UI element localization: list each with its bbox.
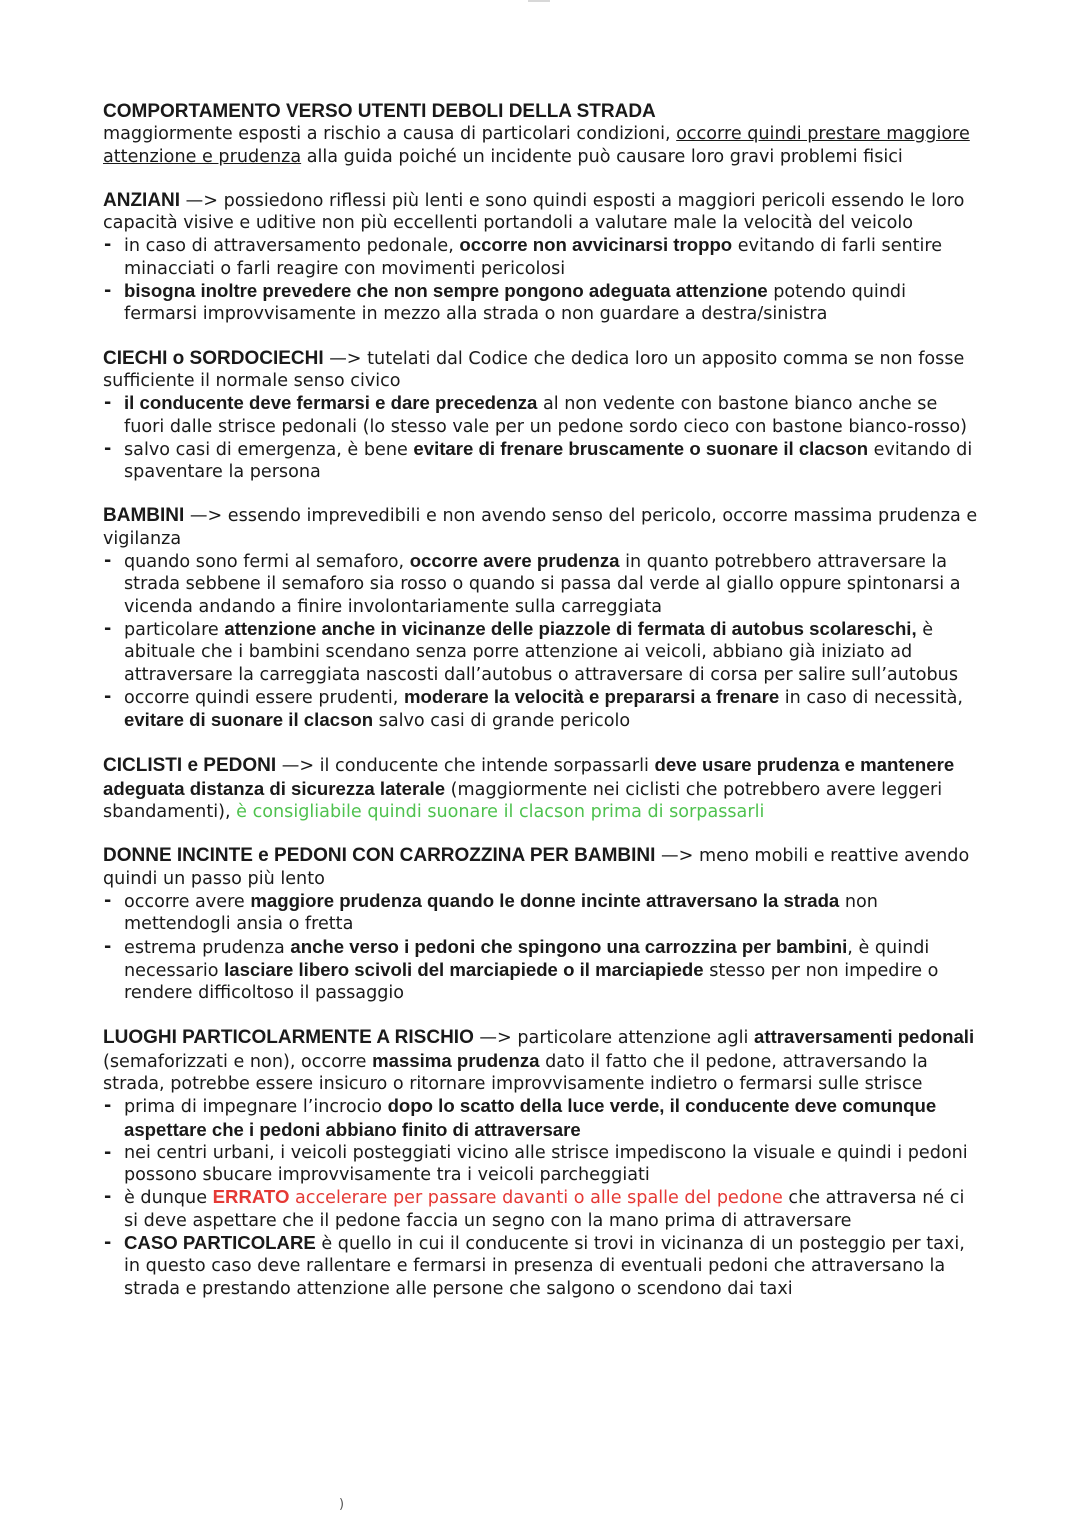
list-item xyxy=(103,618,983,686)
section-heading: LUOGHI PARTICOLARMENTE A RISCHIO xyxy=(103,1027,474,1049)
red-text: accelerare per passare davanti o alle spalle del pedone xyxy=(289,1188,783,1209)
section-ciclisti xyxy=(103,754,983,823)
paragraph xyxy=(103,1026,983,1095)
text: quando sono fermi al semaforo, xyxy=(124,552,410,573)
paragraph xyxy=(103,190,983,235)
bold-text: dopo lo scatto della luce verde, il conducente deve comunque aspettare che i pedoni abbiano finito di attraversare xyxy=(124,1095,937,1140)
text: —> tutelati dal Codice che dedica loro un apposito comma se non fosse sufficiente il normale senso civico xyxy=(103,348,965,391)
section-heading: CIECHI o SORDOCIECHI xyxy=(103,347,324,369)
text: in caso di attraversamento pedonale, xyxy=(124,236,460,257)
bullet-list xyxy=(103,234,983,325)
section-anziani xyxy=(103,190,983,326)
bold-text: attraversamenti pedonali xyxy=(754,1026,975,1048)
text: —> meno mobili e reattive avendo quindi un passo più lento xyxy=(103,846,970,889)
bold-text: moderare la velocità e prepararsi a frenare xyxy=(403,685,780,707)
text: alla guida poiché un incidente può causare loro gravi problemi fisici xyxy=(301,146,903,167)
text: è quello in cui il conducente si trovi in vicinanza di un posteggio per taxi, in questo caso deve rallentare e fermarsi in presenza di eventuali pedoni che attraversano la strada e prestando attenzione alle persone che salgono o scendono dai taxi xyxy=(124,1234,965,1299)
text: evitando di spaventare la persona xyxy=(124,439,973,483)
text: evitando di farli sentire minacciati o farli reagire con movimenti pericolosi xyxy=(124,236,943,279)
text: in quanto potrebbero attraversare la strada sebbene il semaforo sia rosso o quando si passa dal verde al giallo oppure spintonarsi a vicenda andando a finire involontariamente sulla carreggiata xyxy=(124,552,961,617)
text: estrema prudenza xyxy=(124,937,291,958)
text: in caso di necessità, xyxy=(779,687,963,708)
bold-text: il conducente deve fermarsi e dare precedenza xyxy=(124,392,538,414)
text: salvo casi di grande pericolo xyxy=(373,711,631,732)
text: occorre quindi essere prudenti, xyxy=(124,687,404,708)
text: stesso per non impedire o rendere difficoltoso il passaggio xyxy=(124,960,939,1004)
section-heading: COMPORTAMENTO VERSO UTENTI DEBOLI DELLA STRADA xyxy=(103,101,656,122)
text: maggiormente esposti a rischio a causa di particolari condizioni, xyxy=(103,124,677,145)
bullet-list xyxy=(103,1095,983,1300)
text: nei centri urbani, i veicoli posteggiati vicino alle strisce impediscono la visuale e quindi i pedoni possono sbucare improvvisamente tra i veicoli parcheggiati xyxy=(124,1142,968,1186)
bold-text: bisogna inoltre prevedere che non sempre pongono adeguata attenzione xyxy=(124,280,768,302)
paragraph xyxy=(103,505,983,550)
list-item xyxy=(103,280,983,326)
bullet-list xyxy=(103,550,983,732)
text: potendo quindi fermarsi improvvisamente in mezzo alla strada o non guardare a destra/sinistra xyxy=(124,282,906,325)
text: che attraversa né ci si deve aspettare che il pedone faccia un segno con la mano prima di attraversare xyxy=(124,1188,965,1231)
text: , è quindi necessario xyxy=(124,937,930,981)
list-item xyxy=(103,1186,983,1232)
list-item xyxy=(103,234,983,280)
bold-text: evitare di suonare il clacson xyxy=(124,709,374,731)
text: (maggiormente nei ciclisti che potrebbero avere leggeri sbandamenti), xyxy=(103,779,943,823)
list-item xyxy=(103,438,983,484)
document-body xyxy=(103,101,983,1322)
list-item xyxy=(103,936,983,1005)
text: —> particolare attenzione agli xyxy=(473,1028,755,1049)
green-text: è consigliabile quindi suonare il clacson prima di sorpassarli xyxy=(236,802,765,823)
bold-text: massima prudenza xyxy=(372,1049,540,1071)
section-donne-incinte xyxy=(103,845,983,1004)
section-ciechi xyxy=(103,348,983,484)
text: non mettendogli ansia o fretta xyxy=(124,891,878,935)
list-item xyxy=(103,686,983,733)
list-item xyxy=(103,890,983,936)
text: (semaforizzati e non), occorre xyxy=(103,1051,373,1072)
list-item xyxy=(103,1142,983,1187)
section-heading: ANZIANI xyxy=(103,189,181,211)
section-bambini xyxy=(103,505,983,732)
text: —> il conducente che intende sorpassarli xyxy=(276,756,655,777)
text: è dunque xyxy=(124,1188,213,1209)
text: prima di impegnare l’incrocio xyxy=(124,1097,388,1118)
text: particolare xyxy=(124,619,225,640)
paragraph xyxy=(103,754,983,823)
red-bold-text: ERRATO xyxy=(212,1186,290,1208)
bold-text: lasciare libero scivoli del marciapiede o il marciapiede xyxy=(224,958,704,980)
bold-text: maggiore prudenza quando le donne incinte attraversano la strada xyxy=(250,889,840,911)
section-heading: DONNE INCINTE e PEDONI CON CARROZZINA PER BAMBINI xyxy=(103,845,656,867)
section-heading: CICLISTI e PEDONI xyxy=(103,755,277,777)
text: al non vedente con bastone bianco anche se fuori dalle strisce pedonali (lo stesso vale per un pedone sordo cieco con bastone bianco-rosso) xyxy=(124,394,968,437)
text: —> essendo imprevedibili e non avendo senso del pericolo, occorre massima prudenza e vigilanza xyxy=(103,506,978,549)
bold-text: attenzione anche in vicinanze delle piazzole di fermata di autobus scolareschi, xyxy=(224,617,917,639)
bold-text: CASO PARTICOLARE xyxy=(124,1232,316,1254)
bold-text: evitare di frenare bruscamente o suonare il clacson xyxy=(413,437,869,459)
bullet-list xyxy=(103,890,983,1004)
scan-mark xyxy=(528,0,550,2)
bold-text: occorre avere prudenza xyxy=(409,550,620,572)
text: —> possiedono riflessi più lenti e sono quindi esposti a maggiori pericoli essendo le loro capacità visive e uditive non più eccellenti portandoli a valutare male la velocità del veicolo xyxy=(103,190,965,234)
section-intro xyxy=(103,101,983,168)
text: dato il fatto che il pedone, attraversando la strada, potrebbe essere insicuro o ritornare improvvisamente indietro o fermarsi sulle strisce xyxy=(103,1051,928,1094)
list-item xyxy=(103,1232,983,1300)
list-item xyxy=(103,1095,983,1142)
paragraph xyxy=(103,123,983,168)
bold-text: anche verso i pedoni che spingono una carrozzina per bambini xyxy=(290,935,848,957)
text: è abituale che i bambini scendano senza porre attenzione ai veicoli, abbiano già iniziato ad attraversare la carreggiata nascosti dall’autobus o attraversare di corsa per salire sull’autobus xyxy=(124,619,958,685)
text: occorre avere xyxy=(124,891,251,912)
bullet-list xyxy=(103,392,983,483)
paragraph xyxy=(103,348,983,393)
list-item xyxy=(103,550,983,618)
bold-text: occorre non avvicinarsi troppo xyxy=(459,234,733,256)
bold-text: deve usare prudenza e mantenere adeguata distanza di sicurezza laterale xyxy=(103,754,955,799)
list-item xyxy=(103,392,983,438)
section-heading: BAMBINI xyxy=(103,505,185,527)
text: salvo casi di emergenza, è bene xyxy=(124,439,414,460)
underlined-text: occorre quindi prestare maggiore attenzione e prudenza xyxy=(103,124,970,167)
section-luoghi-rischio xyxy=(103,1026,983,1300)
page-footer-mark: ) xyxy=(339,1497,345,1512)
paragraph xyxy=(103,845,983,890)
